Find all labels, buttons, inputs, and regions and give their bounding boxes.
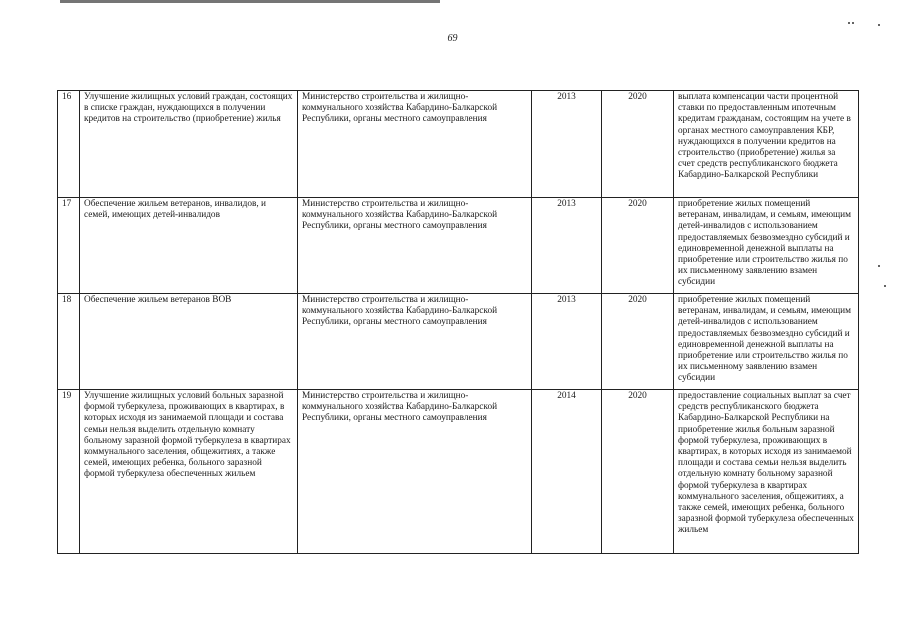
result-cell: предоставление социальных выплат за счет средств республиканского бюджета Кабардино-Балкарской Республики на приобретение жилья больным заразной формой туберкулеза, проживающих в квартирах, в которых исходя из занимаемой площади и состава семьи нельзя выделить отдельную комнату больному заразной формой туберкулеза в квартирах коммунального заселения, общежитиях, а также семей, имеющих ребенка, больного заразной формой туберкулеза обеспеченных жильем xyxy=(674,390,859,554)
table-row xyxy=(58,390,859,554)
executor-cell: Министерство строительства и жилищно-коммунального хозяйства Кабардино-Балкарской Республики, органы местного самоуправления xyxy=(298,198,532,294)
scan-mark xyxy=(852,22,854,24)
executor-cell: Министерство строительства и жилищно-коммунального хозяйства Кабардино-Балкарской Республики, органы местного самоуправления xyxy=(298,91,532,198)
result-cell: приобретение жилых помещений ветеранам, инвалидам, и семьям, имеющим детей-инвалидов с использованием предоставляемых безвозмездно субсидий и единовременной денежной выплаты на приобретение или строительство жилья по их письменному заявлению взамен субсидии xyxy=(674,294,859,390)
row-number: 19 xyxy=(58,390,80,554)
row-number: 17 xyxy=(58,198,80,294)
scan-mark xyxy=(848,22,850,24)
executor-cell: Министерство строительства и жилищно-коммунального хозяйства Кабардино-Балкарской Республики, органы местного самоуправления xyxy=(298,294,532,390)
row-number: 16 xyxy=(58,91,80,198)
executor-cell: Министерство строительства и жилищно-коммунального хозяйства Кабардино-Балкарской Республики, органы местного самоуправления xyxy=(298,390,532,554)
table-row xyxy=(58,91,859,198)
measure-cell: Обеспечение жильем ветеранов, инвалидов, и семей, имеющих детей-инвалидов xyxy=(80,198,298,294)
end-year-cell: 2020 xyxy=(602,91,674,198)
end-year-cell: 2020 xyxy=(602,198,674,294)
scan-mark xyxy=(878,265,880,267)
scan-mark xyxy=(884,285,886,287)
end-year-cell: 2020 xyxy=(602,294,674,390)
table-row xyxy=(58,198,859,294)
result-cell: приобретение жилых помещений ветеранам, инвалидам, и семьям, имеющим детей-инвалидов с использованием предоставляемых безвозмездно субсидий и единовременной денежной выплаты на приобретение или строительство жилья по их письменному заявлению взамен субсидии xyxy=(674,198,859,294)
start-year-cell: 2014 xyxy=(532,390,602,554)
start-year-cell: 2013 xyxy=(532,91,602,198)
scan-mark xyxy=(878,24,880,26)
page-number: 69 xyxy=(447,33,458,44)
measure-cell: Обеспечение жильем ветеранов ВОВ xyxy=(80,294,298,390)
measure-cell: Улучшение жилищных условий граждан, состоящих в списке граждан, нуждающихся в получении кредитов на строительство (приобретение) жилья xyxy=(80,91,298,198)
row-number: 18 xyxy=(58,294,80,390)
top-scan-rule xyxy=(60,0,440,3)
end-year-cell: 2020 xyxy=(602,390,674,554)
table-row xyxy=(58,294,859,390)
measure-cell: Улучшение жилищных условий больных заразной формой туберкулеза, проживающих в квартирах, в которых исходя из занимаемой площади и состава семьи нельзя выделить отдельную комнату больному заразной формой туберкулеза в квартирах коммунального заселения, общежитиях, а также семей, имеющих ребенка, больного заразной формой туберкулеза обеспеченных жильем xyxy=(80,390,298,554)
start-year-cell: 2013 xyxy=(532,198,602,294)
measures-table xyxy=(57,90,859,554)
start-year-cell: 2013 xyxy=(532,294,602,390)
result-cell: выплата компенсации части процентной ставки по предоставленным ипотечным кредитам гражданам, состоящим на учете в органах местного самоуправления КБР, нуждающихся в получении кредитов на строительство (приобретение) жилья за счет средств республиканского бюджета Кабардино-Балкарской Республики xyxy=(674,91,859,198)
